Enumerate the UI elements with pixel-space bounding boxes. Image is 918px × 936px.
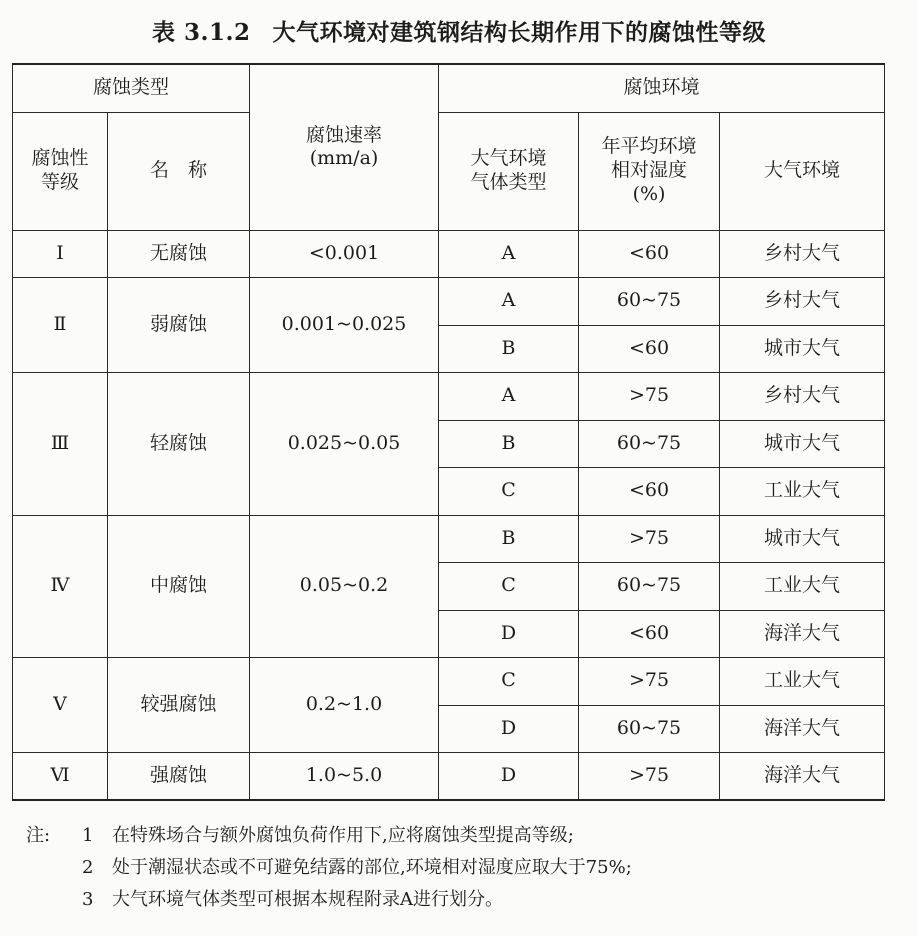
name-cell: 强腐蚀 [108, 753, 250, 801]
table-row [13, 278, 885, 326]
header-rate-text: 腐蚀速率 (mm/a) [306, 123, 383, 170]
header-row-1 [13, 64, 885, 112]
note-text: 大气环境气体类型可根据本规程附录A进行划分。 [112, 889, 503, 910]
grade-cell: Ⅵ [13, 753, 108, 801]
header-humidity-text: 年平均环境 相对湿度 (%) [601, 135, 697, 205]
gas-type-cell: A [439, 373, 579, 421]
atmosphere-cell: 工业大气 [720, 468, 885, 516]
name-cell: 无腐蚀 [108, 230, 250, 278]
gas-type-cell: B [439, 420, 579, 468]
atmosphere-cell: 城市大气 [720, 420, 885, 468]
humidity-cell: 60~75 [579, 278, 720, 326]
gas-type-cell: A [439, 278, 579, 326]
name-cell: 轻腐蚀 [108, 373, 250, 516]
table-row [13, 753, 885, 801]
table-row [13, 658, 885, 706]
humidity-cell: 60~75 [579, 420, 720, 468]
table-row [13, 230, 885, 278]
atmosphere-cell: 城市大气 [720, 515, 885, 563]
humidity-cell: <60 [579, 325, 720, 373]
note-number: 2 [82, 857, 94, 878]
name-cell: 弱腐蚀 [108, 278, 250, 373]
header-environment: 腐蚀环境 [439, 64, 885, 112]
humidity-cell: <60 [579, 230, 720, 278]
atmosphere-cell: 工业大气 [720, 658, 885, 706]
note-text: 在特殊场合与额外腐蚀负荷作用下,应将腐蚀类型提高等级; [112, 825, 574, 846]
gas-type-cell: C [439, 468, 579, 516]
gas-type-cell: B [439, 325, 579, 373]
humidity-cell: >75 [579, 753, 720, 801]
notes [26, 820, 632, 916]
atmosphere-cell: 乡村大气 [720, 373, 885, 421]
name-cell: 中腐蚀 [108, 515, 250, 658]
atmosphere-cell: 工业大气 [720, 563, 885, 611]
header-atmosphere: 大气环境 [720, 112, 885, 230]
header-humidity [579, 112, 720, 230]
humidity-cell: >75 [579, 658, 720, 706]
humidity-cell: <60 [579, 610, 720, 658]
humidity-cell: >75 [579, 373, 720, 421]
header-grade [13, 112, 108, 230]
humidity-cell: 60~75 [579, 705, 720, 753]
notes-label: 注: [26, 825, 51, 846]
rate-cell: 0.001~0.025 [250, 278, 439, 373]
gas-type-cell: D [439, 753, 579, 801]
table-title-text: 大气环境对建筑钢结构长期作用下的腐蚀性等级 [272, 20, 767, 46]
note-number: 3 [82, 889, 94, 910]
header-gas-type-text: 大气环境 气体类型 [470, 147, 547, 193]
rate-cell: 1.0~5.0 [250, 753, 439, 801]
note-1 [26, 820, 632, 852]
header-row-2 [13, 112, 885, 230]
grade-cell: Ⅳ [13, 515, 108, 658]
atmosphere-cell: 海洋大气 [720, 753, 885, 801]
grade-cell: Ⅴ [13, 658, 108, 753]
header-name: 名 称 [108, 112, 250, 230]
note-2 [26, 852, 632, 884]
note-text: 处于潮湿状态或不可避免结露的部位,环境相对湿度应取大于75%; [112, 857, 632, 878]
rate-cell: 0.025~0.05 [250, 373, 439, 516]
note-number: 1 [82, 825, 94, 846]
header-corrosion-type: 腐蚀类型 [13, 64, 250, 112]
grade-cell: Ⅰ [13, 230, 108, 278]
header-gas-type [439, 112, 579, 230]
grade-cell: Ⅱ [13, 278, 108, 373]
table-title [0, 14, 918, 47]
table-body [13, 64, 885, 800]
rate-cell: <0.001 [250, 230, 439, 278]
table-row [13, 373, 885, 421]
atmosphere-cell: 乡村大气 [720, 230, 885, 278]
atmosphere-cell: 海洋大气 [720, 610, 885, 658]
table-row [13, 515, 885, 563]
gas-type-cell: D [439, 705, 579, 753]
note-3 [26, 884, 632, 916]
gas-type-cell: B [439, 515, 579, 563]
humidity-cell: 60~75 [579, 563, 720, 611]
name-cell: 较强腐蚀 [108, 658, 250, 753]
header-grade-text: 腐蚀性 等级 [31, 147, 89, 193]
gas-type-cell: C [439, 658, 579, 706]
header-rate [250, 64, 439, 230]
gas-type-cell: C [439, 563, 579, 611]
rate-cell: 0.05~0.2 [250, 515, 439, 658]
grade-cell: Ⅲ [13, 373, 108, 516]
atmosphere-cell: 城市大气 [720, 325, 885, 373]
atmosphere-cell: 乡村大气 [720, 278, 885, 326]
atmosphere-cell: 海洋大气 [720, 705, 885, 753]
table-number: 表 3.1.2 [151, 19, 251, 46]
humidity-cell: >75 [579, 515, 720, 563]
humidity-cell: <60 [579, 468, 720, 516]
corrosion-grade-table [12, 63, 885, 801]
gas-type-cell: D [439, 610, 579, 658]
rate-cell: 0.2~1.0 [250, 658, 439, 753]
gas-type-cell: A [439, 230, 579, 278]
